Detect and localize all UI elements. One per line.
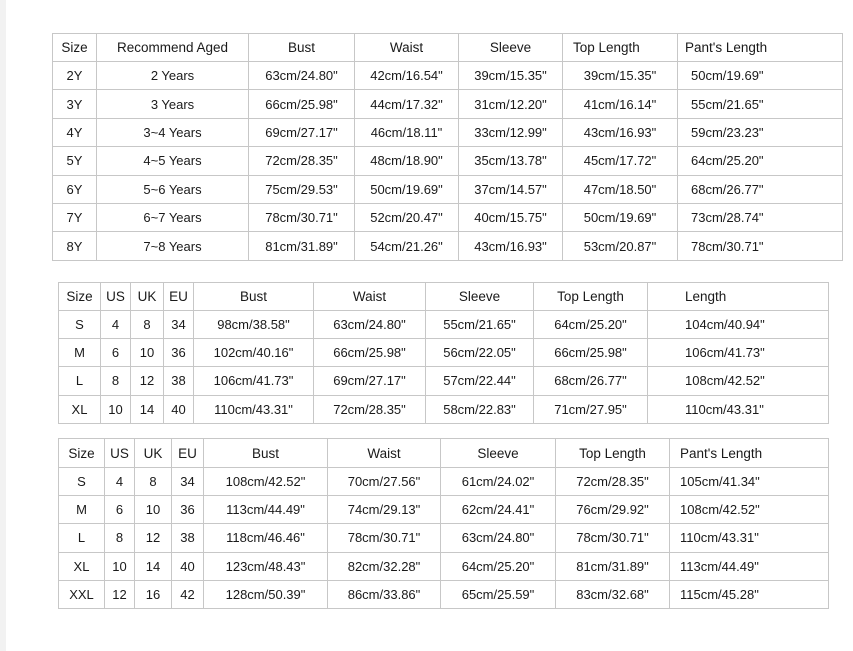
table-cell: 56cm/22.05" [426,339,534,367]
col-header-uk: UK [131,283,164,311]
table-cell: S [59,311,101,339]
table-cell: 38 [164,367,194,395]
col-header-uk: UK [135,439,172,468]
table-cell: 47cm/18.50" [563,175,678,203]
table-cell: 66cm/25.98" [534,339,648,367]
table-row [59,496,829,524]
table-cell: 14 [131,395,164,423]
table-cell: 10 [101,395,131,423]
table-cell: M [59,339,101,367]
table-cell: 6 [105,496,135,524]
table-cell: 12 [135,524,172,552]
table-cell: XXL [59,580,105,608]
table-row [59,311,829,339]
table-cell: 82cm/32.28" [328,552,441,580]
table-cell: 5~6 Years [97,175,249,203]
table-cell: 78cm/30.71" [556,524,670,552]
col-header-bust: Bust [249,34,355,62]
table-cell: 64cm/25.20" [678,147,843,175]
table-cell: 35cm/13.78" [459,147,563,175]
table-cell: 68cm/26.77" [534,367,648,395]
table-cell: 31cm/12.20" [459,90,563,118]
col-header-waist: Waist [355,34,459,62]
size-chart-kids-container [52,33,768,261]
table-row [59,580,829,608]
table-cell: 68cm/26.77" [678,175,843,203]
table-cell: 50cm/19.69" [355,175,459,203]
table-cell: 48cm/18.90" [355,147,459,175]
table-cell: 78cm/30.71" [328,524,441,552]
table-cell: 7~8 Years [97,232,249,260]
table-cell: 108cm/42.52" [204,468,328,496]
table-cell: 63cm/24.80" [441,524,556,552]
table-cell: 128cm/50.39" [204,580,328,608]
table-cell: 10 [135,496,172,524]
table-cell: 43cm/16.93" [459,232,563,260]
table-cell: 74cm/29.13" [328,496,441,524]
table-cell: 54cm/21.26" [355,232,459,260]
table-cell: 59cm/23.23" [678,118,843,146]
size-chart-adult-set-container [58,438,763,608]
table-cell: 105cm/41.34" [670,468,829,496]
table-cell: 69cm/27.17" [314,367,426,395]
table-cell: 39cm/15.35" [563,62,678,90]
table-cell: 45cm/17.72" [563,147,678,175]
table-cell: 16 [135,580,172,608]
table-header-row [59,439,829,468]
table-cell: 44cm/17.32" [355,90,459,118]
col-header-bust: Bust [194,283,314,311]
col-header-size: Size [59,283,101,311]
table-cell: 98cm/38.58" [194,311,314,339]
table-cell: 64cm/25.20" [441,552,556,580]
table-cell: 83cm/32.68" [556,580,670,608]
col-header-us: US [105,439,135,468]
table-cell: L [59,524,105,552]
table-cell: 110cm/43.31" [670,524,829,552]
table-cell: 115cm/45.28" [670,580,829,608]
size-chart-adult-set [58,438,829,609]
table-cell: 36 [172,496,204,524]
table-cell: 34 [164,311,194,339]
table-cell: 5Y [53,147,97,175]
table-cell: 3Y [53,90,97,118]
col-header-sleeve: Sleeve [459,34,563,62]
table-row [53,175,843,203]
table-cell: 12 [131,367,164,395]
table-cell: 55cm/21.65" [426,311,534,339]
table-cell: 40 [164,395,194,423]
table-cell: 4~5 Years [97,147,249,175]
table-header-row [53,34,843,62]
table-row [53,203,843,231]
col-header-recommend-aged: Recommend Aged [97,34,249,62]
left-edge-shadow [0,0,6,651]
col-header-pants-length: Pant's Length [678,34,843,62]
table-cell: 76cm/29.92" [556,496,670,524]
table-cell: 72cm/28.35" [249,147,355,175]
table-cell: 113cm/44.49" [204,496,328,524]
table-row [53,62,843,90]
table-cell: 52cm/20.47" [355,203,459,231]
table-cell: 4Y [53,118,97,146]
table-cell: 38 [172,524,204,552]
table-row [53,232,843,260]
table-cell: XL [59,552,105,580]
col-header-us: US [101,283,131,311]
table-cell: 65cm/25.59" [441,580,556,608]
col-header-eu: EU [172,439,204,468]
table-cell: 104cm/40.94" [648,311,829,339]
table-cell: 3 Years [97,90,249,118]
table-cell: 2Y [53,62,97,90]
col-header-size: Size [53,34,97,62]
table-cell: 113cm/44.49" [670,552,829,580]
table-cell: 58cm/22.83" [426,395,534,423]
table-cell: 63cm/24.80" [314,311,426,339]
table-cell: 64cm/25.20" [534,311,648,339]
table-row [53,90,843,118]
table-cell: 6 [101,339,131,367]
size-chart-adult-top-container [58,282,765,423]
table-cell: 118cm/46.46" [204,524,328,552]
col-header-pants-length: Pant's Length [670,439,829,468]
size-chart-adult-top [58,282,829,424]
table-header-row [59,283,829,311]
table-cell: 123cm/48.43" [204,552,328,580]
table-row [59,395,829,423]
table-cell: 61cm/24.02" [441,468,556,496]
table-cell: 53cm/20.87" [563,232,678,260]
table-cell: 8 [131,311,164,339]
table-cell: 63cm/24.80" [249,62,355,90]
table-cell: 73cm/28.74" [678,203,843,231]
table-cell: 102cm/40.16" [194,339,314,367]
table-row [59,339,829,367]
table-row [59,552,829,580]
table-cell: 10 [131,339,164,367]
table-cell: 3~4 Years [97,118,249,146]
table-row [59,524,829,552]
table-cell: 75cm/29.53" [249,175,355,203]
table-cell: 10 [105,552,135,580]
table-cell: 4 [101,311,131,339]
table-cell: 106cm/41.73" [648,339,829,367]
table-cell: 50cm/19.69" [678,62,843,90]
col-header-top-length: Top Length [534,283,648,311]
table-cell: 72cm/28.35" [314,395,426,423]
table-cell: L [59,367,101,395]
table-cell: M [59,496,105,524]
table-cell: 12 [105,580,135,608]
table-cell: 2 Years [97,62,249,90]
table-cell: 42 [172,580,204,608]
table-cell: 40 [172,552,204,580]
table-row [59,367,829,395]
table-cell: 110cm/43.31" [648,395,829,423]
table-cell: 6~7 Years [97,203,249,231]
table-cell: 8Y [53,232,97,260]
table-cell: 8 [105,524,135,552]
table-cell: 108cm/42.52" [670,496,829,524]
table-cell: XL [59,395,101,423]
table-cell: 34 [172,468,204,496]
table-cell: 39cm/15.35" [459,62,563,90]
table-cell: 8 [101,367,131,395]
table-cell: 69cm/27.17" [249,118,355,146]
col-header-bust: Bust [204,439,328,468]
table-cell: 46cm/18.11" [355,118,459,146]
size-chart-kids [52,33,843,261]
table-cell: 78cm/30.71" [249,203,355,231]
table-cell: 40cm/15.75" [459,203,563,231]
table-cell: 72cm/28.35" [556,468,670,496]
table-cell: 62cm/24.41" [441,496,556,524]
table-cell: 55cm/21.65" [678,90,843,118]
table-cell: 33cm/12.99" [459,118,563,146]
table-cell: 36 [164,339,194,367]
table-cell: 37cm/14.57" [459,175,563,203]
col-header-size: Size [59,439,105,468]
table-cell: S [59,468,105,496]
table-cell: 42cm/16.54" [355,62,459,90]
col-header-sleeve: Sleeve [426,283,534,311]
table-cell: 6Y [53,175,97,203]
col-header-waist: Waist [314,283,426,311]
table-cell: 71cm/27.95" [534,395,648,423]
table-row [53,118,843,146]
table-cell: 41cm/16.14" [563,90,678,118]
table-cell: 86cm/33.86" [328,580,441,608]
table-cell: 106cm/41.73" [194,367,314,395]
table-cell: 57cm/22.44" [426,367,534,395]
col-header-eu: EU [164,283,194,311]
table-cell: 14 [135,552,172,580]
table-cell: 66cm/25.98" [249,90,355,118]
table-cell: 8 [135,468,172,496]
table-cell: 81cm/31.89" [556,552,670,580]
table-cell: 7Y [53,203,97,231]
table-cell: 4 [105,468,135,496]
col-header-length: Length [648,283,829,311]
col-header-sleeve: Sleeve [441,439,556,468]
table-row [59,468,829,496]
table-cell: 110cm/43.31" [194,395,314,423]
table-cell: 50cm/19.69" [563,203,678,231]
table-cell: 66cm/25.98" [314,339,426,367]
col-header-top-length: Top Length [556,439,670,468]
col-header-top-length: Top Length [563,34,678,62]
table-cell: 70cm/27.56" [328,468,441,496]
table-cell: 43cm/16.93" [563,118,678,146]
table-row [53,147,843,175]
table-cell: 108cm/42.52" [648,367,829,395]
col-header-waist: Waist [328,439,441,468]
table-cell: 78cm/30.71" [678,232,843,260]
table-cell: 81cm/31.89" [249,232,355,260]
